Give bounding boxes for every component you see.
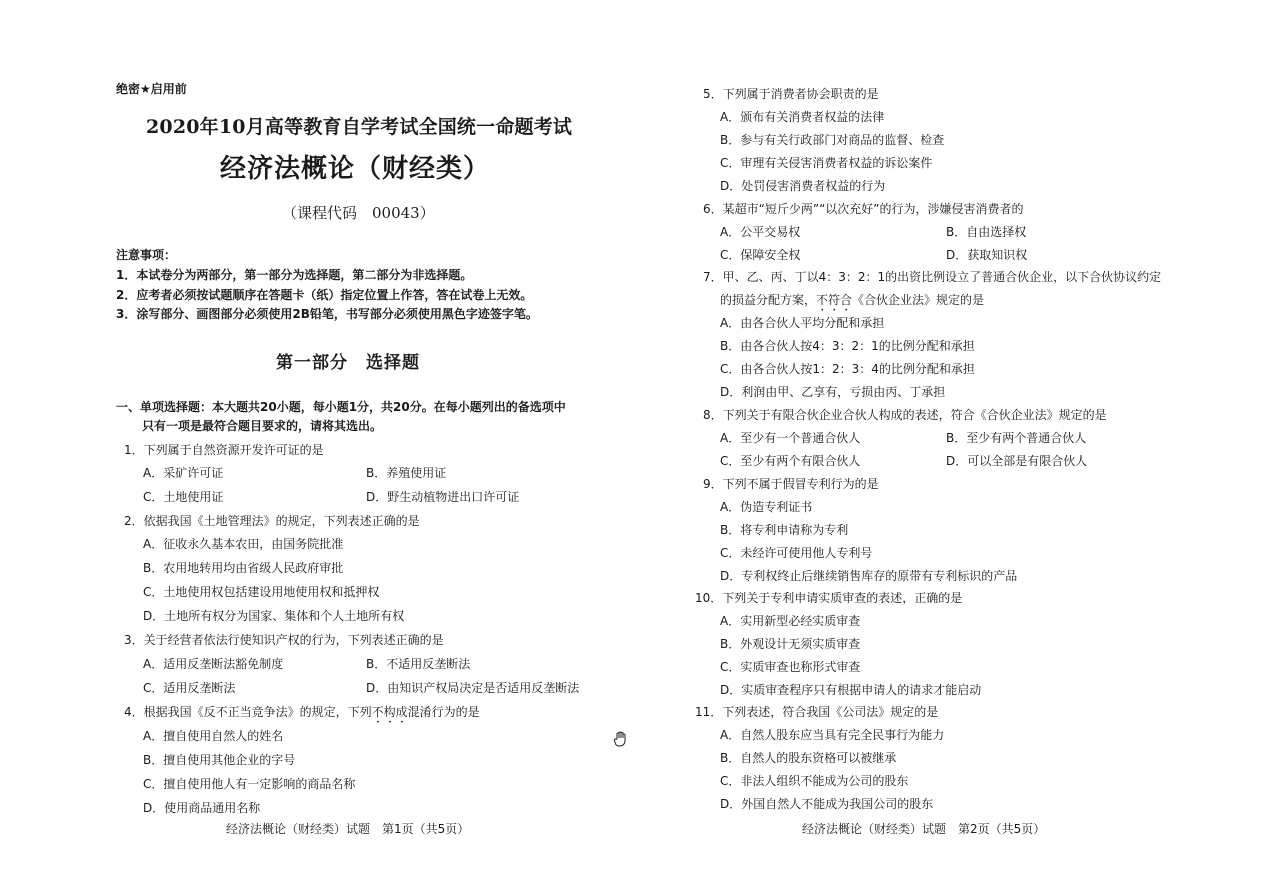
question-stem: 3．关于经营者依法行使知识产权的行为，下列表述正确的是	[124, 633, 444, 647]
section-instruction: 只有一项是最符合题目要求的，请将其选出。	[142, 419, 383, 433]
note-item: 2．应考者必须按试题顺序在答题卡（纸）指定位置上作答，答在试卷上无效。	[116, 288, 533, 302]
option-c: C．土地使用权包括建设用地使用权和抵押权	[143, 585, 380, 599]
option-b: B．自由选择权	[946, 225, 1027, 239]
option-d: D．野生动植物进出口许可证	[366, 490, 520, 504]
option-a: A．公平交易权	[720, 225, 801, 239]
note-item: 3．涂写部分、画图部分必须使用2B铅笔，书写部分必须使用黑色字迹签字笔。	[116, 307, 538, 321]
question-stem-continued	[720, 291, 984, 314]
option-c: C．擅自使用他人有一定影响的商品名称	[143, 777, 356, 791]
option-c: C．未经许可使用他人专利号	[720, 546, 873, 560]
stem-text: 《合伙企业法》规定的是	[852, 293, 985, 307]
option-a: A．适用反垄断法豁免制度	[143, 657, 284, 671]
option-b: B．不适用反垄断法	[366, 657, 471, 671]
question-stem: 11．下列表述，符合我国《公司法》规定的是	[695, 705, 939, 719]
note-item: 1．本试卷分为两部分，第一部分为选择题，第二部分为非选择题。	[116, 268, 473, 282]
question-stem: 10．下列关于专利申请实质审查的表述，正确的是	[695, 591, 963, 605]
question-stem: 2．依据我国《土地管理法》的规定，下列表述正确的是	[124, 514, 420, 528]
option-a: A．由各合伙人平均分配和承担	[720, 316, 885, 330]
confidential-label: 绝密★启用前	[116, 82, 187, 96]
exam-title: 2020年10月高等教育自学考试全国统一命题考试	[146, 116, 573, 138]
option-b: B．自然人的股东资格可以被继承	[720, 751, 897, 765]
question-stem	[124, 703, 480, 726]
option-a: A．伪造专利证书	[720, 500, 813, 514]
page-footer: 经济法概论（财经类）试题 第2页（共5页）	[802, 822, 1046, 836]
option-a: A．颁布有关消费者权益的法律	[720, 110, 885, 124]
option-d: D．利润由甲、乙享有，亏损由丙、丁承担	[720, 385, 946, 399]
option-d: D．土地所有权分为国家、集体和个人土地所有权	[143, 609, 405, 623]
option-c: C．实质审查也称形式审查	[720, 660, 861, 674]
stem-text: 4．根据我国《反不正当竞争法》的规定，下列	[124, 705, 372, 719]
question-stem: 5．下列属于消费者协会职责的是	[703, 87, 879, 101]
option-c: C．审理有关侵害消费者权益的诉讼案件	[720, 156, 933, 170]
option-c: C．适用反垄断法	[143, 681, 236, 695]
option-c: C．非法人组织不能成为公司的股东	[720, 774, 909, 788]
question-stem: 6．某超市“短斤少两”“以次充好”的行为，涉嫌侵害消费者的	[703, 202, 1024, 216]
section-instruction: 一、单项选择题：本大题共20小题，每小题1分，共20分。在每小题列出的备选项中	[116, 400, 566, 414]
stem-text: 混淆行为的是	[407, 705, 480, 719]
option-c: C．土地使用证	[143, 490, 224, 504]
emphasized-text: 不构成	[371, 705, 408, 719]
option-d: D．处罚侵害消费者权益的行为	[720, 179, 886, 193]
option-c: C．保障安全权	[720, 248, 801, 262]
option-c: C．由各合伙人按1：2：3：4的比例分配和承担	[720, 362, 975, 376]
option-d: D．使用商品通用名称	[143, 801, 261, 815]
option-d: D．由知识产权局决定是否适用反垄断法	[366, 681, 580, 695]
hand-cursor-icon	[612, 730, 630, 748]
option-a: A．实用新型必经实质审查	[720, 614, 861, 628]
course-code: （课程代码 00043）	[282, 204, 435, 222]
page-footer: 经济法概论（财经类）试题 第1页（共5页）	[226, 822, 470, 836]
notes-title: 注意事项：	[116, 248, 177, 262]
option-d: D．获取知识权	[946, 248, 1028, 262]
question-stem: 8．下列关于有限合伙企业合伙人构成的表述，符合《合伙企业法》规定的是	[703, 408, 1107, 422]
question-stem: 1．下列属于自然资源开发许可证的是	[124, 443, 324, 457]
option-b: B．将专利申请称为专利	[720, 523, 849, 537]
option-b: B．由各合伙人按4：3：2：1的比例分配和承担	[720, 339, 975, 353]
option-d: D．外国自然人不能成为我国公司的股东	[720, 797, 934, 811]
option-b: B．养殖使用证	[366, 466, 447, 480]
option-a: A．擅自使用自然人的姓名	[143, 729, 284, 743]
option-b: B．外观设计无须实质审查	[720, 637, 861, 651]
option-a: A．征收永久基本农田，由国务院批准	[143, 537, 344, 551]
emphasized-text: 不符合	[816, 293, 853, 307]
course-title: 经济法概论（财经类）	[220, 154, 491, 184]
option-b: B．参与有关行政部门对商品的监督、检查	[720, 133, 945, 147]
option-d: D．可以全部是有限合伙人	[946, 454, 1088, 468]
option-b: B．农用地转用均由省级人民政府审批	[143, 561, 344, 575]
part-title: 第一部分 选择题	[276, 353, 420, 373]
stem-text: 的损益分配方案，	[720, 293, 817, 307]
option-d: D．实质审查程序只有根据申请人的请求才能启动	[720, 683, 982, 697]
option-a: A．采矿许可证	[143, 466, 224, 480]
option-b: B．擅自使用其他企业的字号	[143, 753, 296, 767]
option-a: A．自然人股东应当具有完全民事行为能力	[720, 728, 945, 742]
option-b: B．至少有两个普通合伙人	[946, 431, 1087, 445]
question-stem: 9．下列不属于假冒专利行为的是	[703, 477, 879, 491]
hand-cursor-icon	[612, 730, 630, 748]
option-d: D．专利权终止后继续销售库存的原带有专利标识的产品	[720, 569, 1018, 583]
option-c: C．至少有两个有限合伙人	[720, 454, 861, 468]
option-a: A．至少有一个普通合伙人	[720, 431, 861, 445]
question-stem: 7．甲、乙、丙、丁以4：3：2：1的出资比例设立了普通合伙企业，以下合伙协议约定	[703, 270, 1162, 284]
